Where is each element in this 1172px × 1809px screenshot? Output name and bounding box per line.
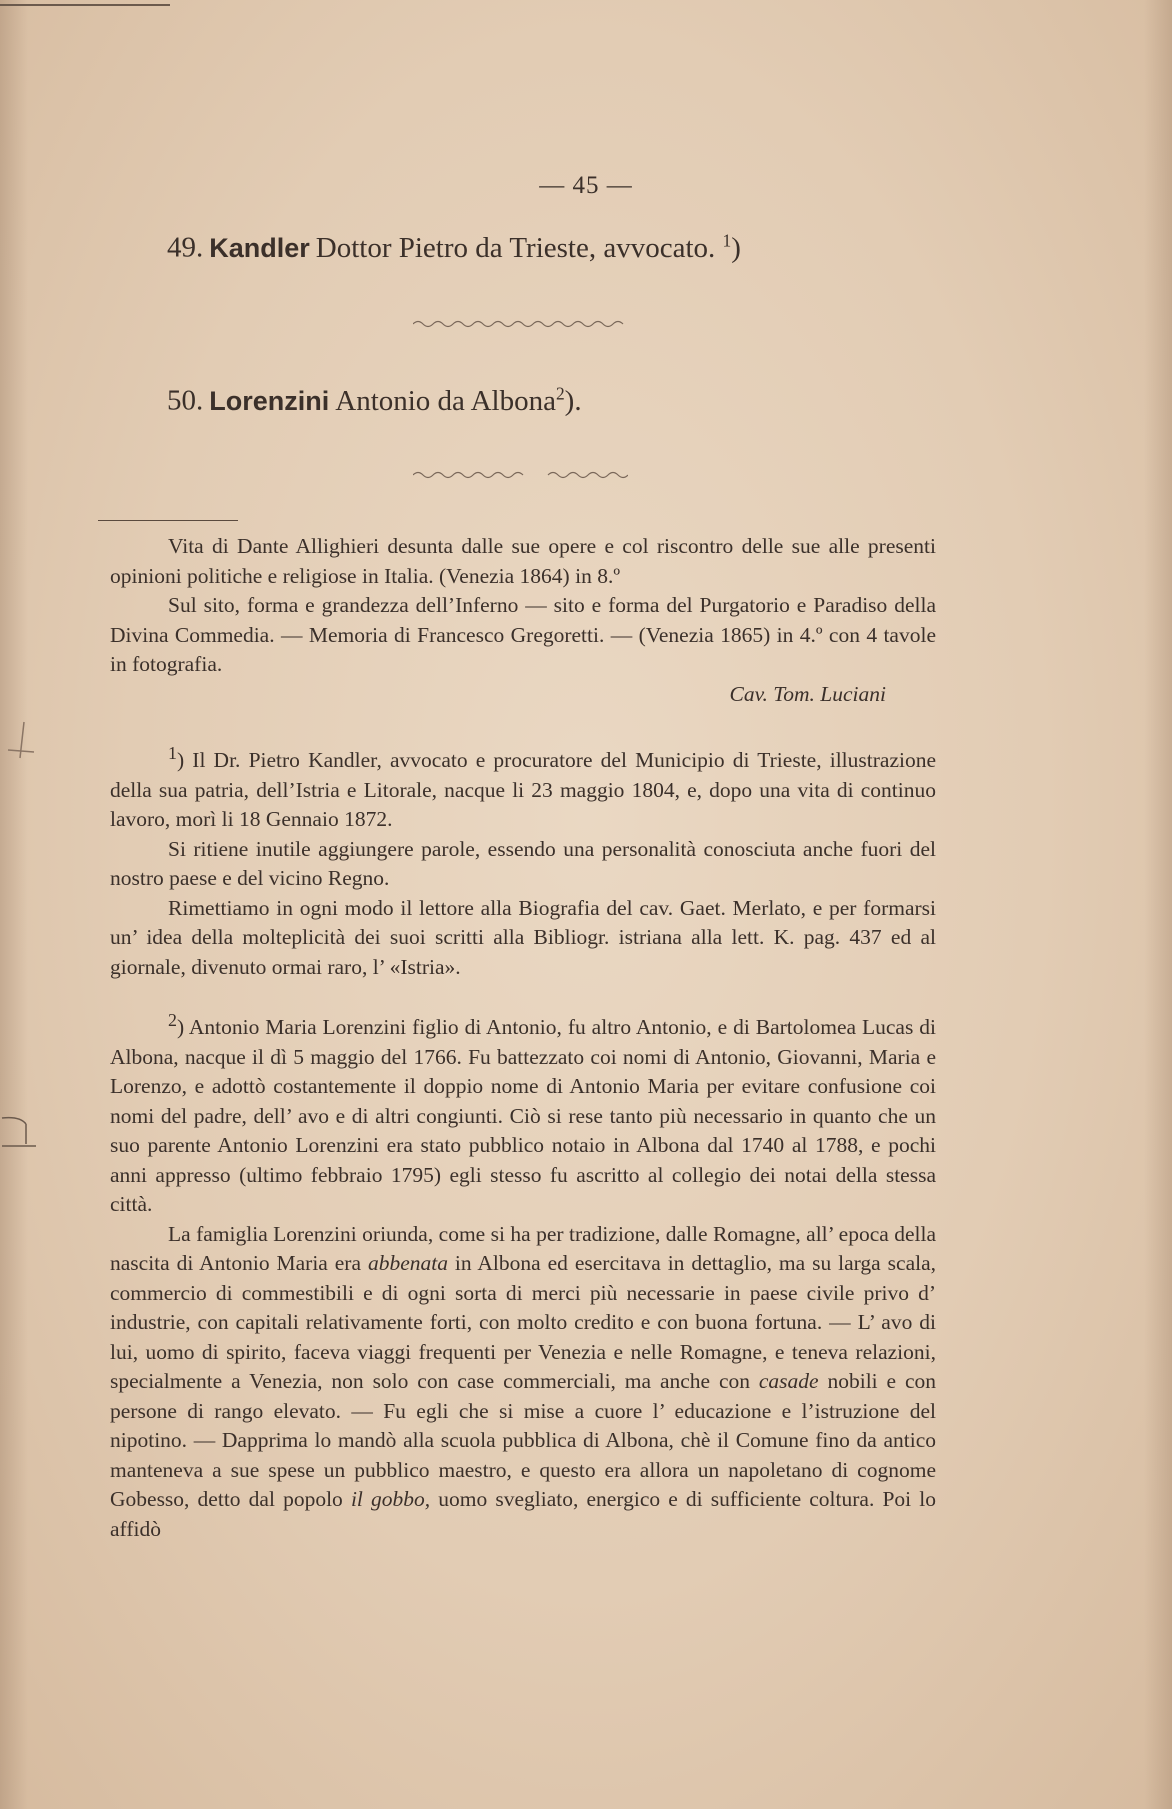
left-edge-shadow <box>0 0 28 1809</box>
signature: Cav. Tom. Luciani <box>729 681 886 706</box>
entry-surname: Lorenzini <box>209 385 330 416</box>
italic-word: abbenata <box>367 1251 448 1276</box>
entry-surname: Kandler <box>209 232 310 263</box>
footnote-paragraph: Si ritiene inutile aggiungere parole, essendo una personalità conosciuta anche fuori del nostro paese e del vicino Regno. <box>110 836 936 891</box>
page-number: — 45 — <box>539 172 633 199</box>
entry-kandler <box>167 230 741 265</box>
footnote-marker: $^1$) <box>168 743 185 773</box>
footnote-paragraph: La famiglia Lorenzini oriunda, come si ha per tradizione, dalle Romagne, all’ epoca della nascita di Antonio Maria era abbenata in Albona ed esercitava in dettaglio, ma su larga scala, commercio di commestibili e di ogni sorta di merci più necessarie in paese civile privo d’ industrie, con capitali relativamente forti, con molto credito e con buona fortuna. — L’ avo di lui, uomo di spirito, faceva viaggi frequenti per Venezia e nelle Romagne, e teneva relazioni, specialmente a Venezia, non solo con case commerciali, ma anche con casade nobili e con persone di rango elevato. — Fu egli che si mise a cuore l’ educazione e l’istruzione del nipotino. — Dapprima lo mandò alla scuola pubblica di Albona, chè il Comune fino da antico manteneva a sue spese un pubblico maestro, e questo era allora un napoletano di cognome Gobesso, detto dal popolo il gobbo, uomo svegliato, energico e di sufficiente coltura. Poi lo affidò <box>110 1221 937 1541</box>
margin-mark-icon <box>0 720 40 760</box>
entry-description: Dottor Pietro da Trieste, avvocato. <box>315 231 716 264</box>
wavy-divider <box>413 467 628 481</box>
footnote-reference: $^1$) <box>722 230 741 264</box>
footnote-2 <box>110 1006 936 1544</box>
bibliography-item: Sul sito, forma e grandezza dell’Inferno — sito e forma del Purgatorio e Paradiso della Divina Commedia. — Memoria di Francesco Gregoretti. — (Venezia 1865) in 4.º con 4 tavole in fotografia. <box>110 593 936 676</box>
footnote-1 <box>110 739 936 982</box>
margin-bracket-icon <box>0 1110 40 1150</box>
entry-lorenzini <box>167 383 582 418</box>
footnote-reference: $^2$). <box>555 383 582 417</box>
footnote-separator <box>98 520 238 521</box>
entry-number: 49. <box>167 231 204 264</box>
top-edge-rule <box>0 4 170 6</box>
wavy-divider <box>413 316 628 330</box>
footnote-marker: $^2$) <box>168 1010 185 1040</box>
bibliography-block <box>110 532 936 709</box>
entry-description: Antonio da Albona <box>335 384 556 417</box>
italic-word: casade <box>758 1369 819 1394</box>
footnote-paragraph: $^2$) Antonio Maria Lorenzini figlio di Antonio, fu altro Antonio, e di Bartolomea Lucas di Albona, nacque il dì 5 maggio del 1766. Fu battezzato coi nomi di Antonio, Giovanni, Maria e Lorenzo, e adottò costantemente il doppio nome di Antonio Maria per evitare confusione coi nomi del padre, dell’ avo e di altri congiunti. Ciò si rese tanto più necessario in quanto che un suo parente Antonio Lorenzini era stato pubblico notaio in Albona dal 1740 al 1788, e pochi anni appresso (ultimo febbraio 1795) egli stesso fu ascritto al collegio dei notai della stessa città. <box>110 1010 936 1217</box>
italic-word: il gobbo, <box>350 1487 431 1512</box>
bibliography-item: Vita di Dante Allighieri desunta dalle sue opere e col riscontro delle sue alle presenti opinioni politiche e religiose in Italia. (Venezia 1864) in 8.º <box>110 534 936 588</box>
footnote-paragraph: $^1$) Il Dr. Pietro Kandler, avvocato e procuratore del Municipio di Trieste, illustrazione della sua patria, dell’Istria e Litorale, nacque li 23 maggio 1804, e, dopo una vita di continuo lavoro, morì li 18 Gennaio 1872. <box>110 743 936 832</box>
footnote-paragraph: Rimettiamo in ogni modo il lettore alla Biografia del cav. Gaet. Merlato, e per formarsi un’ idea della molteplicità dei suoi scritti alla Bibliogr. istriana alla lett. K. pag. 437 ed al giornale, divenuto ormai raro, l’ «Istria». <box>110 895 936 979</box>
right-edge-shadow <box>1144 0 1172 1809</box>
entry-number: 50. <box>167 384 204 417</box>
